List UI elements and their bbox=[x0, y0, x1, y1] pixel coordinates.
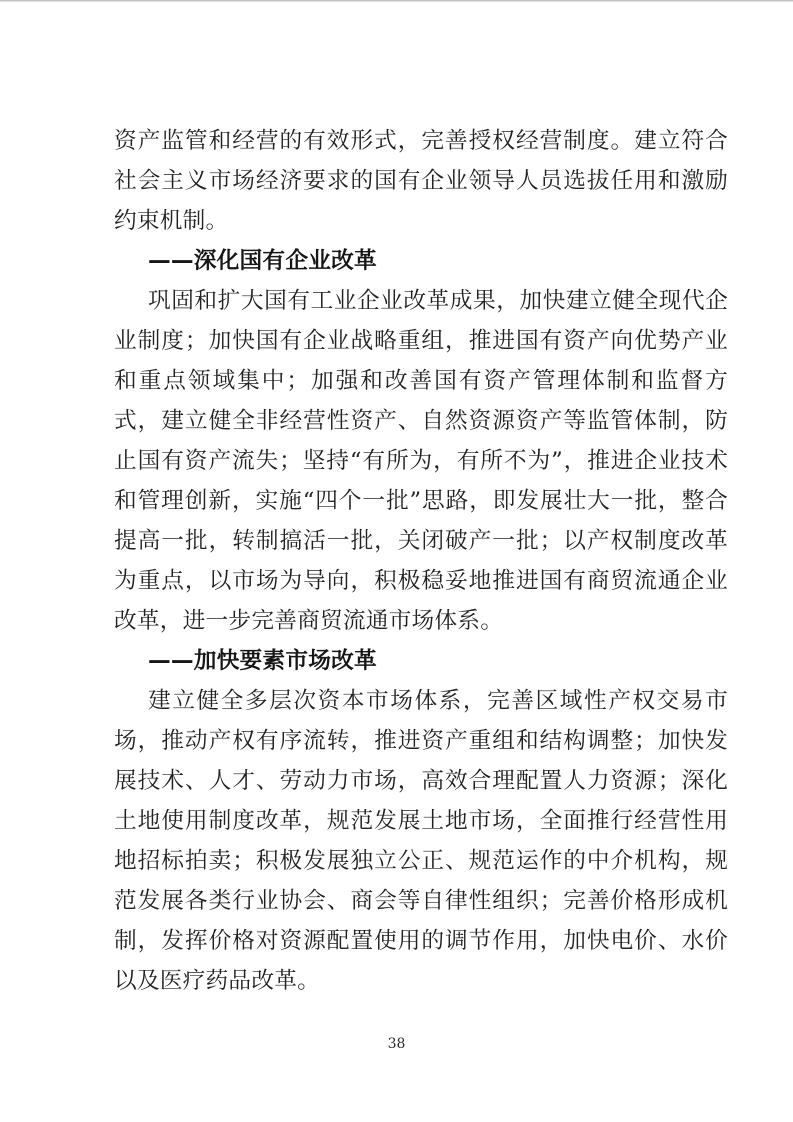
section-heading: ——加快要素市场改革 bbox=[148, 648, 377, 674]
text-block bbox=[114, 121, 728, 1001]
page-top-edge-line bbox=[0, 0, 793, 2]
paragraph: 资产监管和经营的有效形式，完善授权经营制度。建立符合社会主义市场经济要求的国有企业领导人员选拔任用和激励约束机制。 bbox=[114, 128, 728, 234]
paragraph: 建立健全多层次资本市场体系，完善区域性产权交易市场，推动产权有序流转，推进资产重组和结构调整；加快发展技术、人才、劳动力市场，高效合理配置人力资源；深化土地使用制度改革，规范发展土地市场，全面推行经营性用地招标拍卖；积极发展独立公正、规范运作的中介机构，规范发展各类行业协会、商会等自律性组织；完善价格形成机制，发挥价格对资源配置使用的调节作用，加快电价、水价以及医疗药品改革。 bbox=[114, 688, 728, 994]
section-heading: ——深化国有企业改革 bbox=[148, 248, 377, 274]
page-number-label: 38 bbox=[387, 1036, 406, 1052]
paragraph: 巩固和扩大国有工业企业改革成果，加快建立健全现代企业制度；加快国有企业战略重组，推进国有资产向优势产业和重点领域集中；加强和改善国有资产管理体制和监督方式，建立健全非经营性资产、自然资源资产等监管体制，防止国有资产流失；坚持“有所为，有所不为”，推进企业技术和管理创新，实施“四个一批”思路，即发展壮大一批，整合提高一批，转制搞活一批，关闭破产一批；以产权制度改革为重点，以市场为导向，积极稳妥地推进国有商贸流通企业改革，进一步完善商贸流通市场体系。 bbox=[114, 288, 728, 634]
